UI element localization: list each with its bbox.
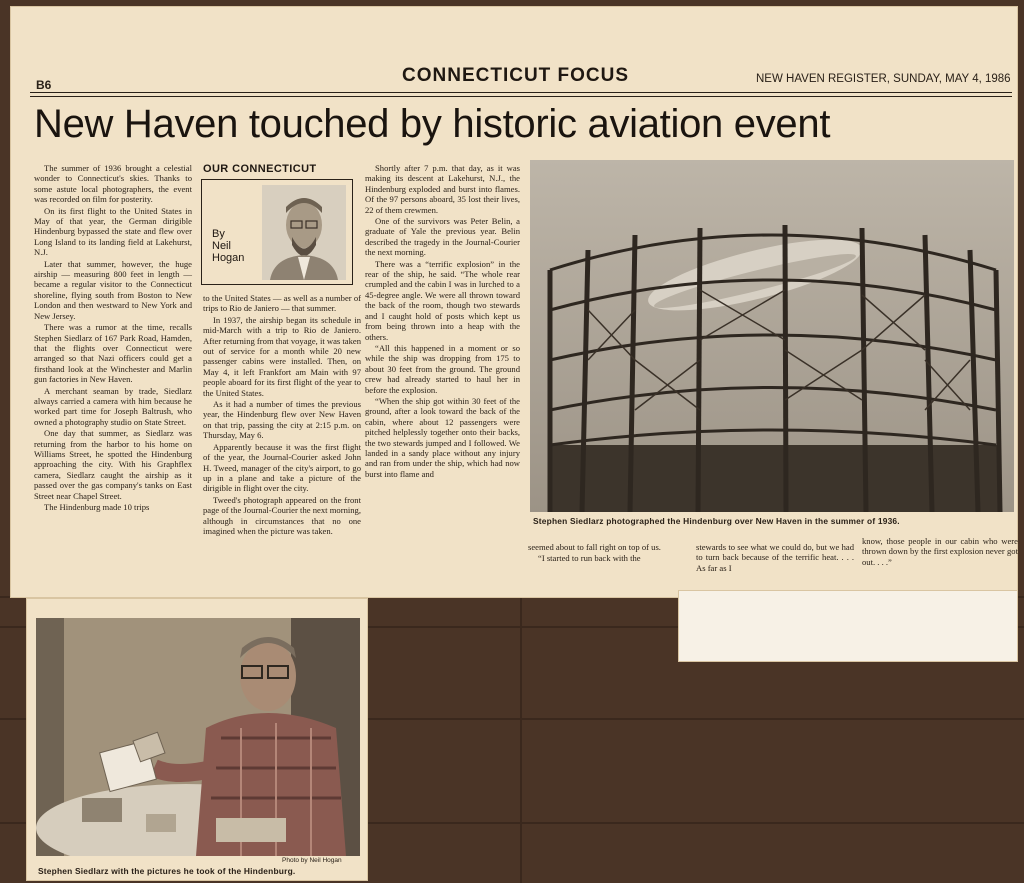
hindenburg-photo-caption: Stephen Siedlarz photographed the Hindenburg over New Haven in the summer of 1936. xyxy=(533,516,900,526)
article-column-5 xyxy=(696,542,854,573)
hindenburg-photo-drawing xyxy=(530,160,1014,512)
paragraph: As it had a number of times the previous year, the Hindenburg flew over New Haven on that trip, passing the city at 2:15 p.m. on Thursday, May 6. xyxy=(203,399,361,441)
columnist-portrait xyxy=(262,185,346,280)
section-title: CONNECTICUT FOCUS xyxy=(402,65,630,86)
byline-by: By xyxy=(212,228,225,240)
paragraph: stewards to see what we could do, but we had to turn back because of the terrific heat. . . . As far as I xyxy=(696,542,854,573)
paragraph: There was a “terrific explosion” in the rear of the ship, he said. “The whole rear crumpled and the cabin I was in lurched to a 45-degree angle. We were all thrown toward the back of the room, though two stewards and I caught hold of posts which kept us from being thrown into a heap with the others. xyxy=(365,258,520,342)
paragraph: “All this happened in a moment or so while the ship was dropping from 175 to about 30 feet from the ground. The ground crew had already started to haul her in before the explosion. xyxy=(365,342,520,395)
paragraph: A merchant seaman by trade, Siedlarz always carried a camera with him because he worked part time for Joseph Baltrush, who owned a photography studio on State Street. xyxy=(34,385,192,427)
paragraph: “I started to run back with the xyxy=(538,553,641,564)
paragraph: In 1937, the airship began its schedule in mid-March with a trip to Rio de Janiero. After returning from that voyage, it was taken out of service for a month while 20 new passenger cabins were installed. Then, on May 4, it left Frankfort am Main with 97 people aboard for its first flight of the year to the United States. xyxy=(203,314,361,398)
article-column-1 xyxy=(34,163,192,512)
siedlarz-photo-caption: Stephen Siedlarz with the pictures he took of the Hindenburg. xyxy=(38,866,296,876)
paragraph: “When the ship got within 30 feet of the ground, after a look toward the back of the cabin, where about 12 passengers were pitched helplessly together onto their backs, the two stewards jumped and I followed. We landed in a sandy place without any injury and ran from under the ship, which had now burst into flame and xyxy=(365,395,520,479)
news-clipping-blank xyxy=(678,590,1018,662)
paragraph: Shortly after 7 p.m. that day, as it was making its descent at Lakehurst, N.J., the Hindenburg exploded and burst into flames. Of the 97 persons aboard, 35 lost their lives, 22 of them crewmen. xyxy=(365,163,520,215)
paragraph: One of the survivors was Peter Belin, a graduate of Yale the previous year. Belin described the tragedy in the Journal-Courier the next morning. xyxy=(365,216,520,258)
paragraph: The Hindenburg made 10 trips xyxy=(44,502,150,512)
column-label: OUR CONNECTICUT xyxy=(203,163,317,175)
hindenburg-photo xyxy=(530,160,1014,512)
masthead-rule xyxy=(30,92,1012,93)
siedlarz-photo xyxy=(36,618,360,856)
article-column-3 xyxy=(365,163,520,479)
paragraph: The summer of 1936 brought a celestial wonder to Connecticut's skies. Thanks to some astute local photographers, the event was recorded on film for posterity. xyxy=(34,163,192,205)
paragraph: to the United States — as well as a number of trips to Rio de Janiero — that summer. xyxy=(203,293,361,314)
photo-credit: Photo by Neil Hogan xyxy=(282,857,342,864)
masthead-rule-2 xyxy=(30,96,1012,97)
byline-name-1: Neil xyxy=(212,240,231,252)
portrait-drawing xyxy=(262,185,346,280)
article-column-6 xyxy=(862,536,1018,567)
siedlarz-photo-drawing xyxy=(36,618,360,856)
article-column-4 xyxy=(528,542,688,564)
paragraph: Apparently because it was the first flight of the year, the Journal-Courier asked John H. Tweed, manager of the city's airport, to go up in a plane and take a picture of the dirigible in flight over the city. xyxy=(203,441,361,494)
byline-name-2: Hogan xyxy=(212,252,245,264)
paragraph: Tweed's photograph appeared on the front page of the Journal-Courier the next morning, although in circumstances that no one imagined when the picture was taken. xyxy=(203,494,361,536)
paragraph: There was a rumor at the time, recalls Stephen Siedlarz of 167 Park Road, Hamden, that the flights over Connecticut were arranged so that Nazi officers could get a firsthand look at the Winchester and Marlin gun factories in New Haven. xyxy=(34,322,192,385)
paragraph: Later that summer, however, the huge airship — measuring 800 feet in length — became a regular visitor to the Connecticut shoreline, flying south from Boston to New London and then westward to New York and New Jersey. xyxy=(34,258,192,321)
article-column-2 xyxy=(203,293,361,536)
dateline: NEW HAVEN REGISTER, SUNDAY, MAY 4, 1986 xyxy=(756,73,1011,85)
headline: New Haven touched by historic aviation event xyxy=(34,102,831,146)
paragraph: know, those people in our cabin who were thrown down by the first explosion never got out. . . .” xyxy=(862,536,1018,567)
paragraph: On its first flight to the United States in May of that year, the German dirigible Hindenburg bypassed the state and flew over Long Island to its landing field at Lakehurst, N.J. xyxy=(34,205,192,258)
page-number: B6 xyxy=(36,78,52,92)
paragraph: One day that summer, as Siedlarz was returning from the harbor to his home on Williams Street, he spotted the Hindenburg approaching the city. With his Graphflex camera, Siedlarz caught the airship as it passed over the gas company's tanks on East Street near Chapel Street. xyxy=(34,428,192,501)
paragraph: seemed about to fall right on top of us. xyxy=(528,542,661,552)
